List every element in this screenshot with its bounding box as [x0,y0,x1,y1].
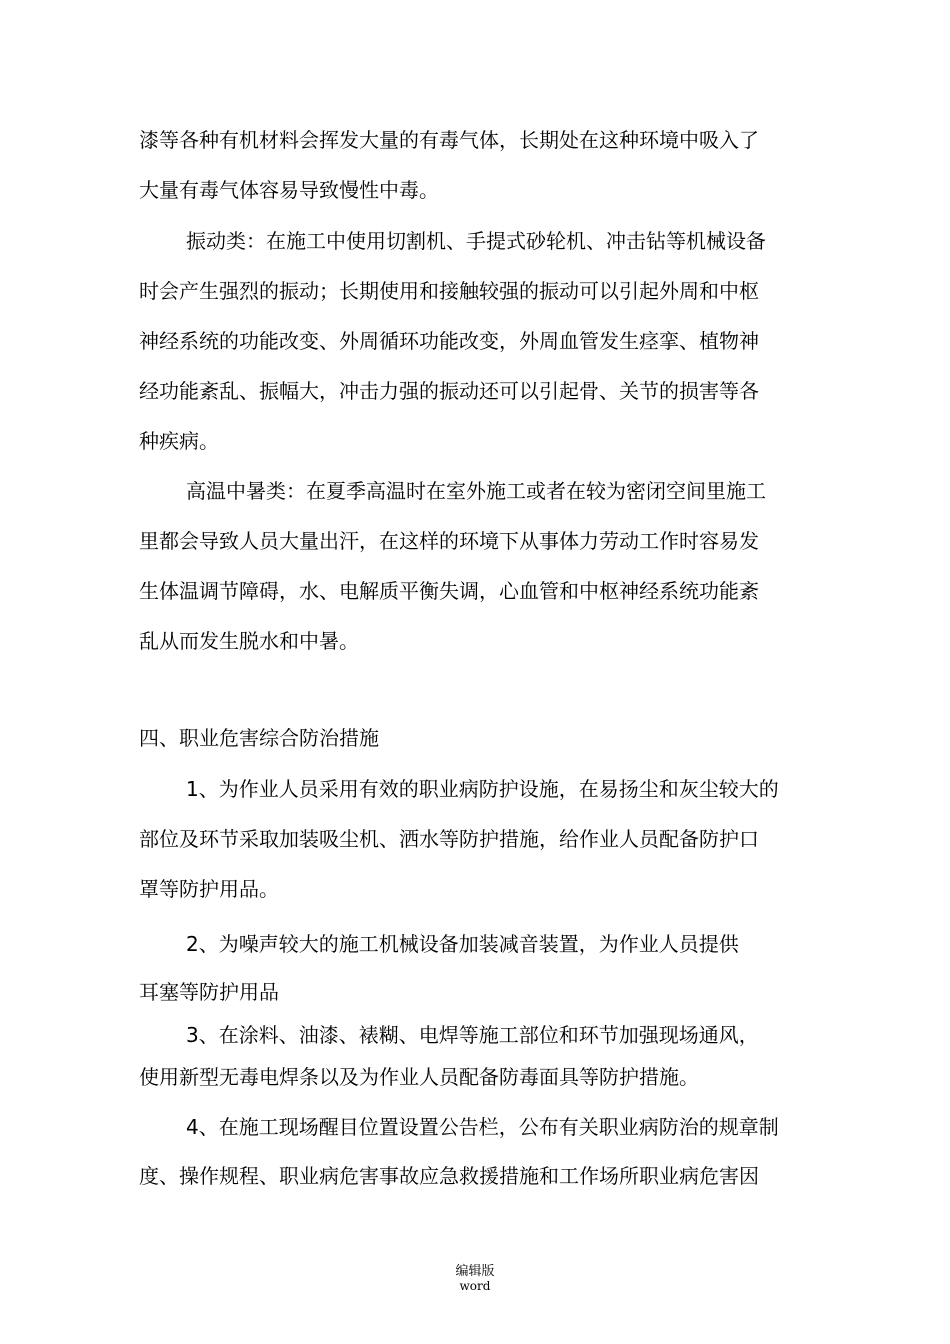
body-text-line: 耳塞等防护用品 [139,980,279,1004]
body-text-line: 经功能紊乱、振幅大，冲击力强的振动还可以引起骨、关节的损害等各 [139,379,759,403]
body-text-line: 里都会导致人员大量出汗，在这样的环境下从事体力劳动工作时容易发 [139,529,759,553]
footer-word-label: word [459,1279,491,1293]
section-heading: 四、职业危害综合防治措施 [139,726,379,750]
body-text-line: 神经系统的功能改变、外周循环功能改变，外周血管发生痉挛、植物神 [139,329,759,353]
measure-3-start: 3、在涂料、油漆、裱糊、电焊等施工部位和环节加强现场通风， [186,1023,759,1047]
body-text-line: 度、操作规程、职业病危害事故应急救援措施和工作场所职业病危害因 [139,1164,759,1188]
body-text-line: 乱从而发生脱水和中暑。 [139,629,359,653]
measure-2-start: 2、为噪声较大的施工机械设备加装减音装置，为作业人员提供 [186,932,739,956]
body-text-line: 时会产生强烈的振动；长期使用和接触较强的振动可以引起外周和中枢 [139,279,759,303]
footer-edit-label: 编辑版 [455,1264,495,1279]
body-text-line: 使用新型无毒电焊条以及为作业人员配备防毒面具等防护措施。 [139,1065,699,1089]
body-text-line: 种疾病。 [139,429,219,453]
measure-4-start: 4、在施工现场醒目位置设置公告栏，公布有关职业病防治的规章制 [186,1115,779,1139]
body-text-line: 部位及环节采取加装吸尘机、洒水等防护措施，给作业人员配备防护口 [139,827,759,851]
body-text-line: 罩等防护用品。 [139,877,279,901]
paragraph-vibration-start: 振动类：在施工中使用切割机、手提式砂轮机、冲击钻等机械设备 [186,229,766,253]
body-text-line: 生体温调节障碍，水、电解质平衡失调，心血管和中枢神经系统功能紊 [139,579,759,603]
paragraph-heat-start: 高温中暑类：在夏季高温时在室外施工或者在较为密闭空间里施工 [186,479,766,503]
body-text-line: 大量有毒气体容易导致慢性中毒。 [139,178,439,202]
body-text-line: 漆等各种有机材料会挥发大量的有毒气体，长期处在这种环境中吸入了 [139,128,759,152]
measure-1-start: 1、为作业人员采用有效的职业病防护设施，在易扬尘和灰尘较大的 [186,777,779,801]
